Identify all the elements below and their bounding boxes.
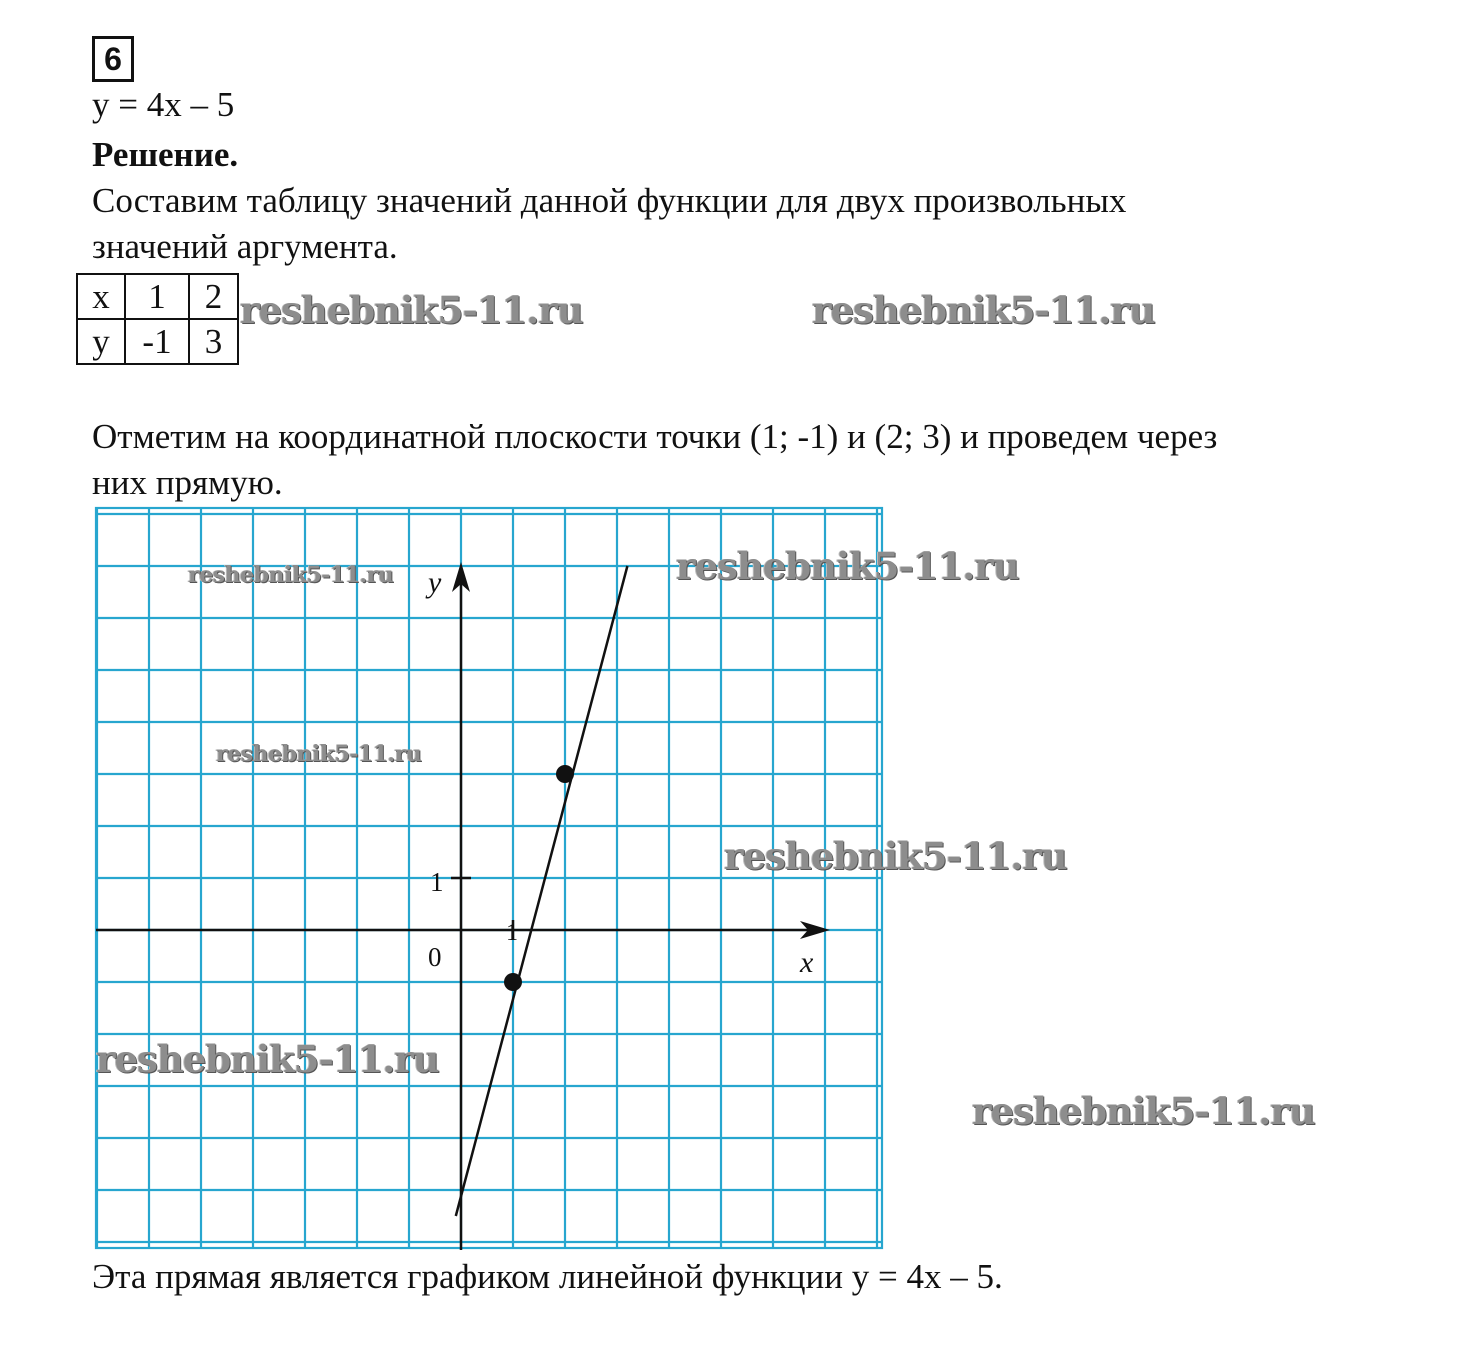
watermark: reshebnik5-11.ru <box>240 288 583 332</box>
intro-line-2: значений аргумента. <box>92 227 398 266</box>
watermark: reshebnik5-11.ru <box>96 1037 439 1081</box>
table-cell: -1 <box>125 319 189 364</box>
watermark: reshebnik5-11.ru <box>724 834 1067 878</box>
function-line <box>456 566 628 1216</box>
grid <box>96 508 882 1248</box>
y-tick-label: 1 <box>430 867 444 897</box>
data-point <box>556 765 574 783</box>
table-cell: 2 <box>189 274 238 319</box>
intro-line-1: Составим таблицу значений данной функции для двух произвольных <box>92 181 1127 220</box>
plot-line-1: Отметим на координатной плоскости точки (1; -1) и (2; 3) и проведем через <box>92 417 1218 456</box>
table-cell: x <box>77 274 125 319</box>
table-cell: y <box>77 319 125 364</box>
problem-number: 6 <box>104 41 122 77</box>
watermark: reshebnik5-11.ru <box>812 288 1155 332</box>
equation-text: y = 4x – 5 <box>92 85 235 124</box>
series <box>456 566 628 1216</box>
plot-line-2: них прямую. <box>92 463 283 502</box>
watermark: reshebnik5-11.ru <box>188 562 394 588</box>
watermark: reshebnik5-11.ru <box>676 544 1019 588</box>
x-tick-label: 1 <box>506 920 518 946</box>
solution-heading: Решение. <box>92 135 239 174</box>
watermark: reshebnik5-11.ru <box>216 741 422 767</box>
table-cell: 1 <box>125 274 189 319</box>
origin-label: 0 <box>428 942 442 972</box>
data-point <box>504 973 522 991</box>
table-cell: 3 <box>189 319 238 364</box>
y-axis-label: y <box>428 566 442 599</box>
conclusion-text: Эта прямая является графиком линейной функции y = 4x – 5. <box>92 1257 1003 1296</box>
x-axis-label: x <box>800 946 814 979</box>
watermark: reshebnik5-11.ru <box>972 1089 1315 1133</box>
